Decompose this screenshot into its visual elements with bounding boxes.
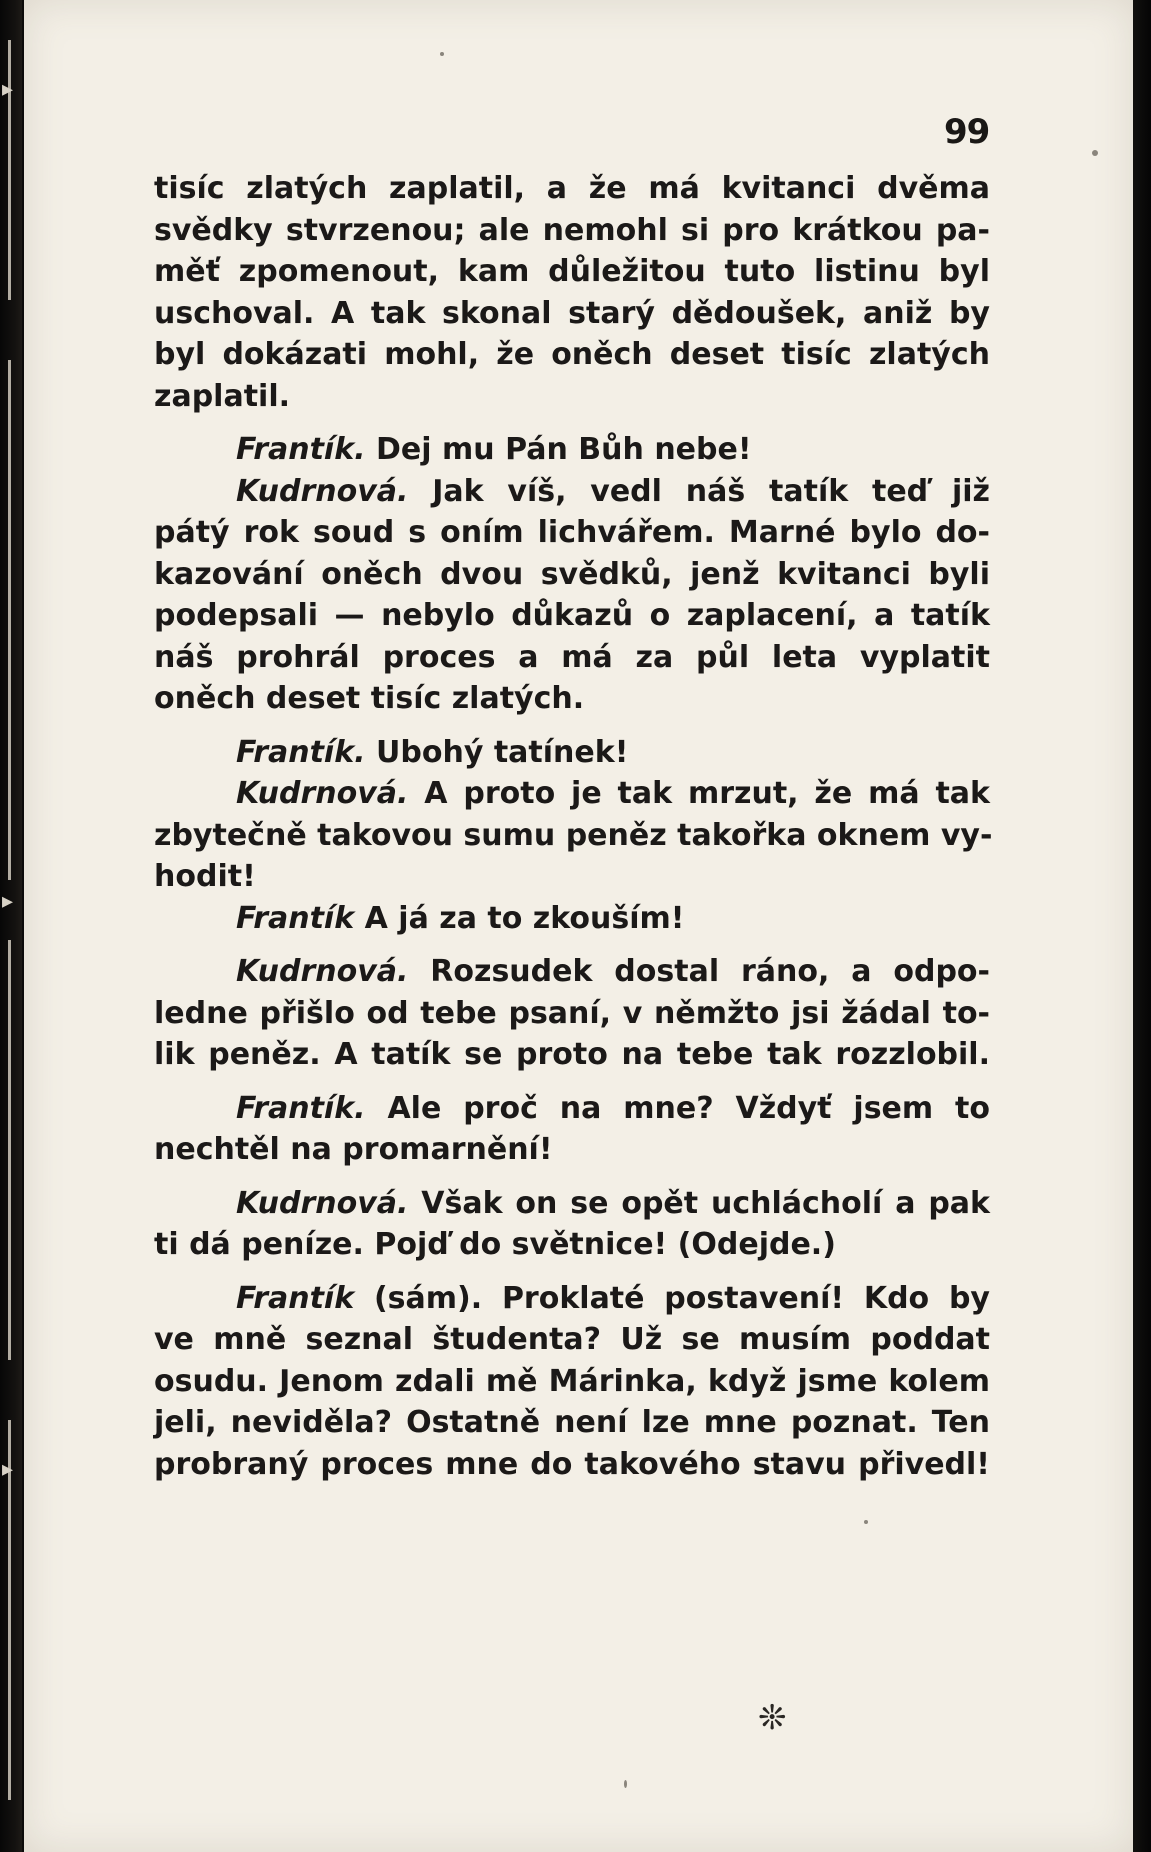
paper-speck xyxy=(624,1780,627,1788)
dialogue-line xyxy=(154,898,990,940)
text-line: lik peněz. A tatík se proto na tebe tak rozzlobil. xyxy=(154,1037,990,1072)
text-line: probraný proces mne do takového stavu přivedl! xyxy=(154,1446,990,1482)
edge-mark xyxy=(8,360,11,880)
speaker-name: Kudrnová. xyxy=(236,1185,409,1221)
text-line: kazování oněch dvou svědků, jenž kvitanci byli xyxy=(154,556,990,592)
speaker-name: Kudrnová. xyxy=(236,473,409,509)
dialogue-text: A proto je tak mrzut, že má tak xyxy=(424,776,990,811)
text-line: osudu. Jenom zdali mě Márinka, když jsme kolem xyxy=(154,1363,990,1399)
text-line: zaplatil. xyxy=(154,378,291,414)
text-line: zbytečně takovou sumu peněz takořka oknem vy- xyxy=(154,817,993,853)
speaker-name: Frantík. xyxy=(236,432,366,467)
paper-speck xyxy=(864,1520,868,1524)
text-line: ledne přišlo od tebe psaní, v němžto jsi žádal to- xyxy=(154,995,990,1031)
dialogue-line xyxy=(154,1088,990,1130)
dialogue-line xyxy=(154,1278,990,1320)
speaker-name: Frantík. xyxy=(236,1090,366,1126)
text-line: nechtěl na promarnění! xyxy=(154,1132,553,1167)
speaker-name: Kudrnová. xyxy=(236,954,409,989)
dialogue-text: Však on se opět uchlácholí a pak xyxy=(421,1185,990,1221)
speaker-name: Frantík. xyxy=(236,734,366,770)
speaker-name: Kudrnová. xyxy=(236,776,409,811)
dialogue-text: Dej mu Pán Bůh nebe! xyxy=(376,432,752,467)
scan-right-edge xyxy=(1133,0,1151,1852)
page-text xyxy=(154,168,993,1485)
text-line: uschoval. A tak skonal starý dědoušek, aniž by xyxy=(154,295,990,331)
dialogue-text: A já za to zkouším! xyxy=(364,900,685,936)
text-line: svědky stvrzenou; ale nemohl si pro krátkou pa- xyxy=(154,212,990,248)
dialogue-line xyxy=(154,429,990,471)
dialogue-text: (sám). Proklaté postavení! Kdo by xyxy=(373,1280,990,1316)
text-line: byl dokázati mohl, že oněch deset tisíc zlatých xyxy=(154,337,990,372)
dialogue-line xyxy=(154,773,990,815)
dialogue-line xyxy=(154,732,990,774)
text-line: měť zpomenout, kam důležitou tuto listinu byl xyxy=(154,254,990,289)
dialogue-text: Jak víš, vedl náš tatík teď již xyxy=(432,473,990,509)
text-line: oněch deset tisíc zlatých. xyxy=(154,681,585,716)
scan-left-edge xyxy=(0,0,22,1852)
text-line: podepsali — nebylo důkazů o zaplacení, a tatík xyxy=(154,598,990,633)
page-number: 99 xyxy=(944,112,990,152)
edge-mark xyxy=(8,940,11,1360)
dialogue-line xyxy=(154,951,990,993)
text-line: pátý rok soud s oním lichvářem. Marné bylo do- xyxy=(154,515,990,550)
text-line: hodit! xyxy=(154,859,256,894)
dialogue-line xyxy=(154,1183,990,1225)
text-line: náš prohrál proces a má za půl leta vyplatit xyxy=(154,639,990,675)
speaker-name: Frantík xyxy=(236,900,355,936)
dialogue-text: Ubohý tatínek! xyxy=(376,734,629,770)
dialogue-text: Ale proč na mne? Vždyť jsem to xyxy=(387,1090,990,1126)
text-line: tisíc zlatých zaplatil, a že má kvitanci dvěma xyxy=(154,171,990,206)
text-line: jeli, neviděla? Ostatně není lze mne poznat. Ten xyxy=(154,1405,990,1440)
paper-speck xyxy=(1092,150,1098,156)
speaker-name: Frantík xyxy=(236,1280,355,1316)
edge-arrow-icon: ▸ xyxy=(2,1456,14,1481)
paper-speck xyxy=(440,52,444,56)
edge-arrow-icon: ▸ xyxy=(2,888,14,913)
dialogue-text: Rozsudek dostal ráno, a odpo- xyxy=(430,954,990,989)
text-line: ti dá peníze. Pojď do světnice! (Odejde.) xyxy=(154,1227,836,1262)
text-line: ve mně seznal študenta? Už se musím poddat xyxy=(154,1322,990,1357)
dialogue-line xyxy=(154,471,990,513)
ornament-icon: ❊ xyxy=(758,1698,787,1738)
edge-arrow-icon: ▸ xyxy=(2,76,14,101)
